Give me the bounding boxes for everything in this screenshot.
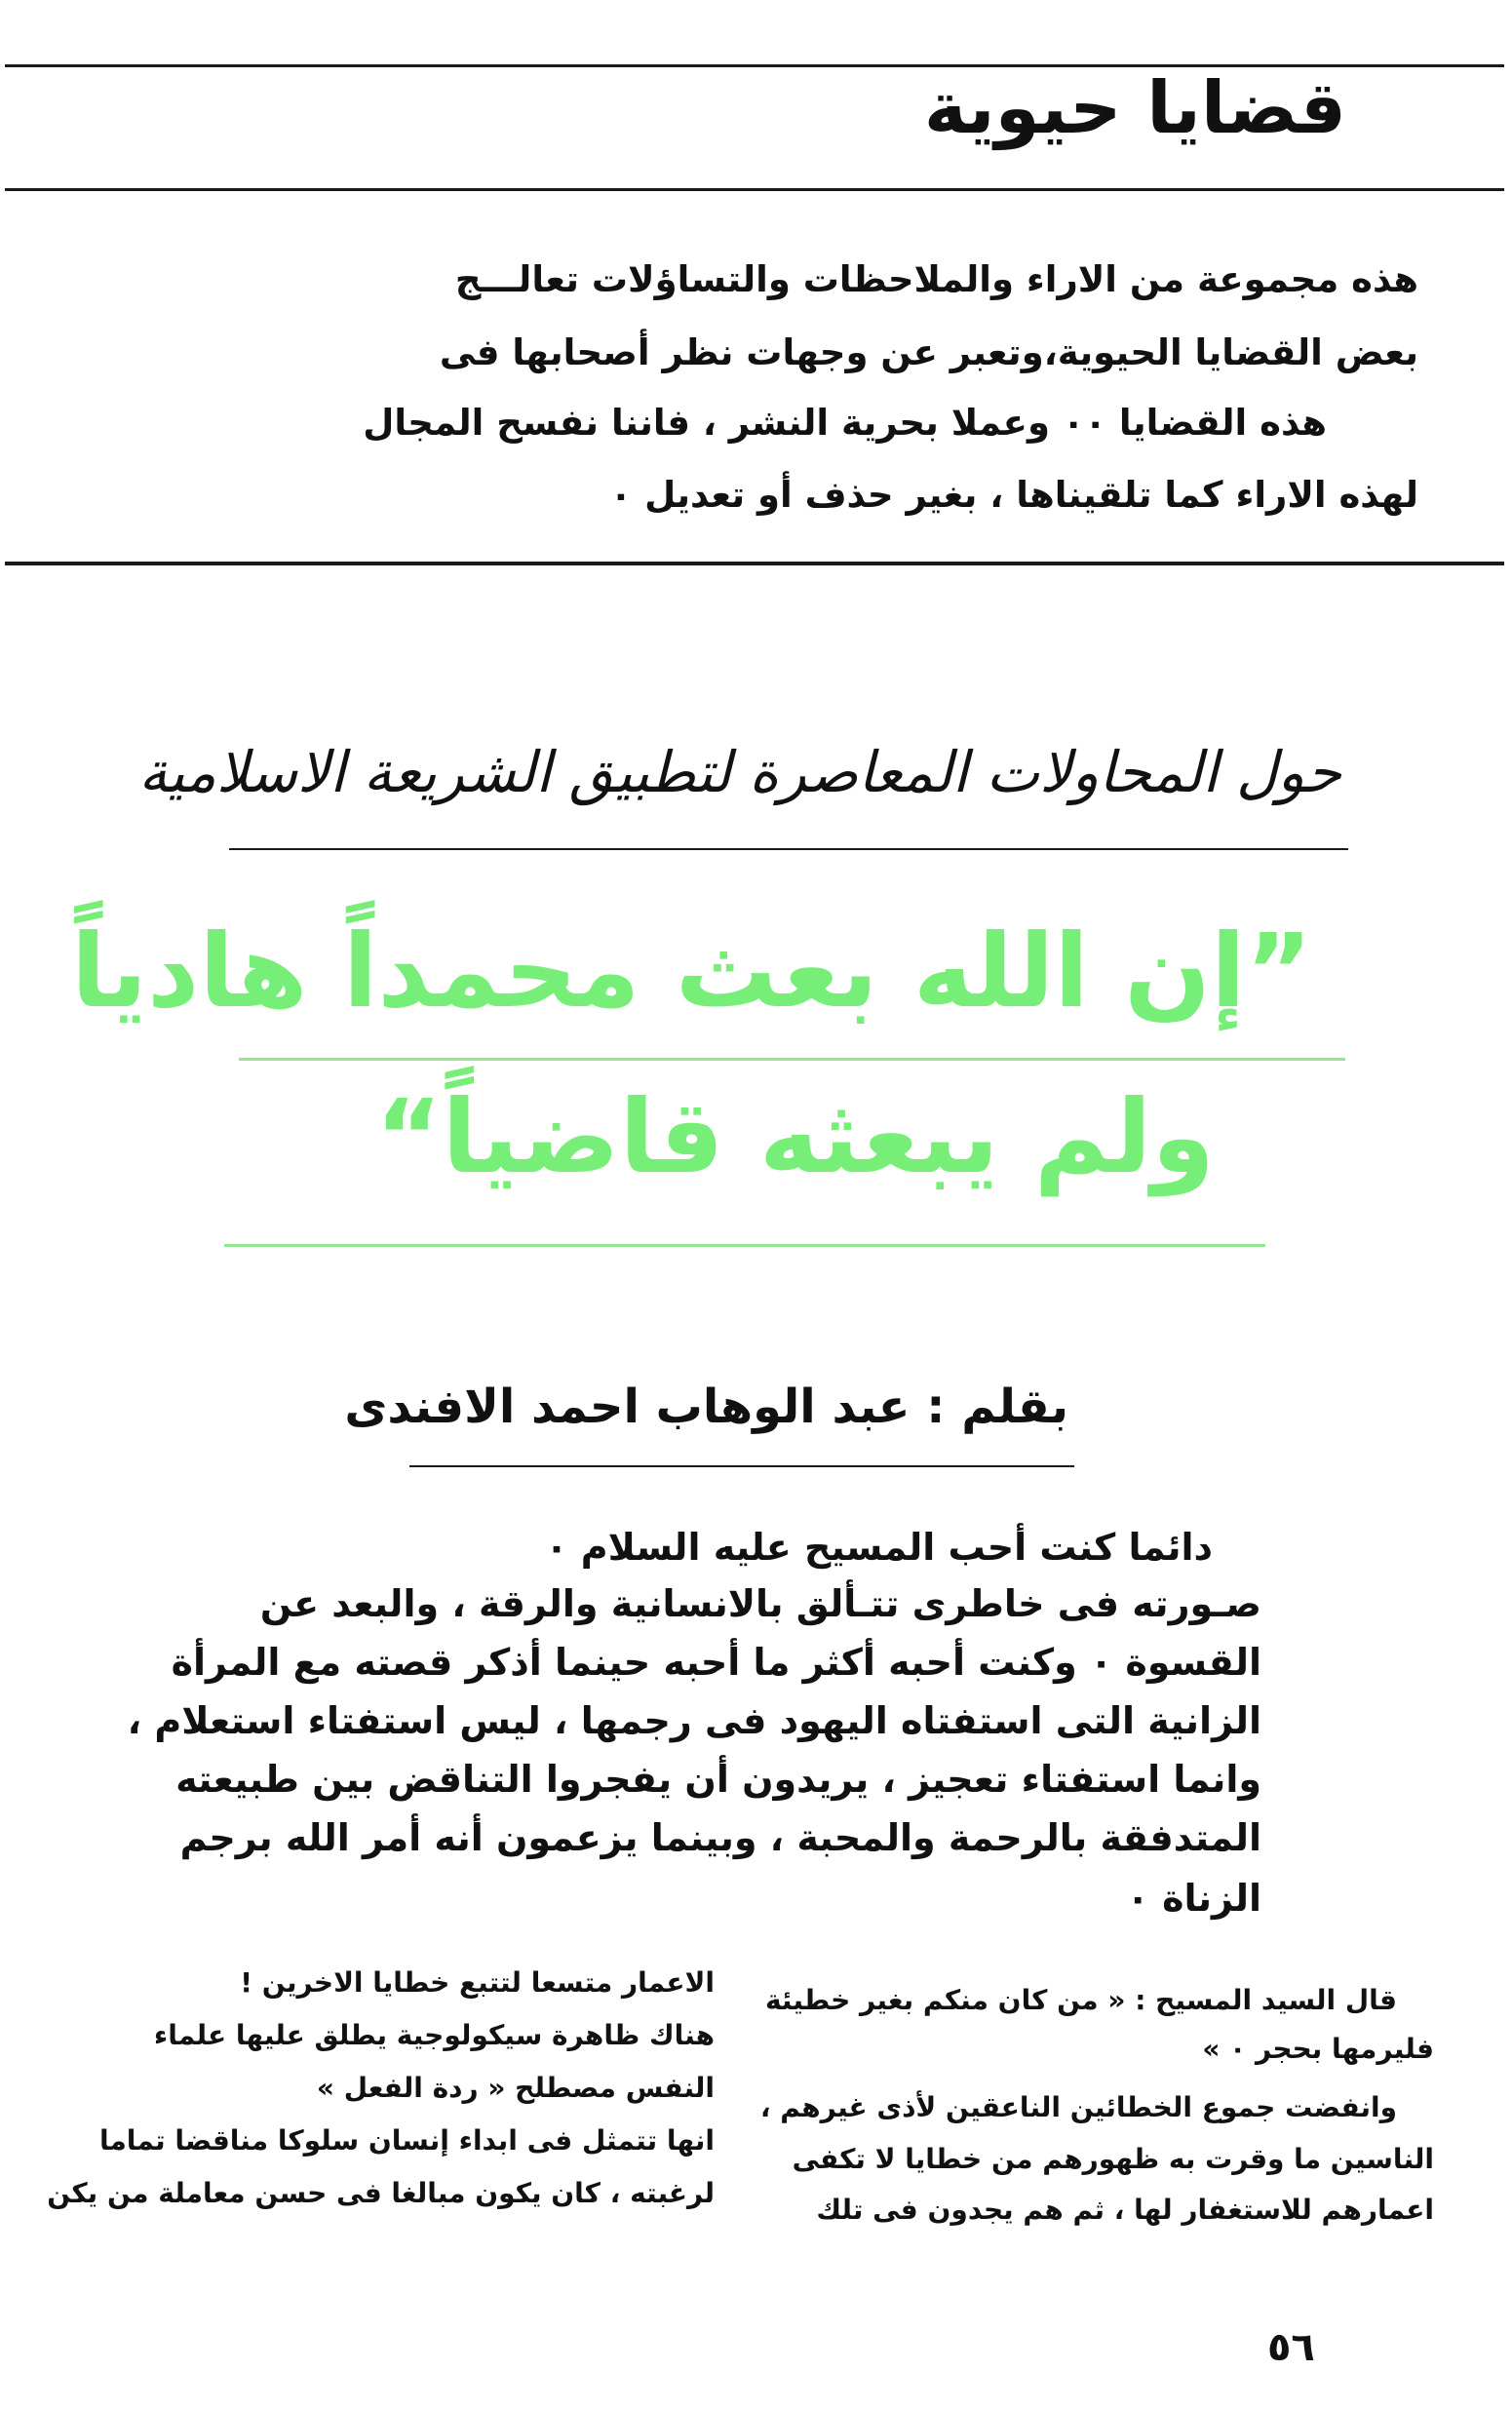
lead-line: صـورته فى خاطرى تتـألق بالانسانية والرقة ، والبعد عن [259, 1582, 1261, 1625]
lead-line: وانما استفتاء تعجيز ، يريدون أن يفجروا التناقض بين طبيعته [175, 1758, 1261, 1801]
lead-line: الزناة ٠ [1126, 1877, 1261, 1920]
header-bottom-rule [5, 188, 1504, 191]
article-subheading: حول المحاولات المعاصرة لتطبيق الشريعة الاسلامية [138, 739, 1341, 805]
lead-line: دائما كنت أحب المسيح عليه السلام ٠ [545, 1526, 1213, 1569]
lead-line: المتدفقة بالرحمة والمحبة ، وبينما يزعمون أنه أمر الله برجم [179, 1816, 1261, 1859]
column-line: النفس مصطلح « ردة الفعل » [316, 2072, 715, 2104]
headline-rule-2 [224, 1244, 1265, 1247]
section-title: قضايا حيوية [923, 66, 1346, 150]
column-line: قال السيد المسيح : « من كان منكم بغير خطيئة [764, 1984, 1397, 2016]
headline-line-1: ”إن الله بعث محمداً هادياً [70, 912, 1312, 1030]
column-line: انها تتمثل فى ابداء إنسان سلوكا مناقضا تماما [98, 2124, 715, 2157]
column-line: لرغبته ، كان يكون مبالغا فى حسن معاملة من يكن [47, 2177, 715, 2209]
intro-line: هذه القضايا ٠٠ وعملا بحرية النشر ، فاننا نفسح المجال [363, 402, 1327, 444]
lead-line: الزانية التى استفتاه اليهود فى رجمها ، ليس استفتاء استعلام ، [127, 1699, 1261, 1742]
column-line: اعمارهم للاستغفار لها ، ثم هم يجدون فى تلك [816, 2194, 1434, 2226]
column-line: الاعمار متسعا لتتبع خطايا الاخرين ! [240, 1966, 715, 1999]
lead-line: القسوة ٠ وكنت أحبه أكثر ما أحبه حينما أذكر قصته مع المرأة [171, 1641, 1261, 1684]
column-line: هناك ظاهرة سيكولوجية يطلق عليها علماء [153, 2019, 715, 2051]
headline-line-2: ولم يبعثه قاضياً“ [375, 1077, 1215, 1196]
byline: بقلم : عبد الوهاب احمد الافندى [344, 1380, 1068, 1434]
intro-line: لهذه الاراء كما تلقيناها ، بغير حذف أو تعديل ٠ [609, 474, 1418, 516]
byline-rule [409, 1465, 1074, 1467]
intro-line: بعض القضايا الحيوية،وتعبر عن وجهات نظر أصحابها فى [439, 331, 1418, 373]
intro-bottom-rule [5, 562, 1504, 565]
subheading-rule [229, 848, 1348, 850]
column-line: فليرمها بحجر ٠ » [1202, 2033, 1434, 2065]
column-line: الناسين ما وقرت به ظهورهم من خطايا لا تكفى [792, 2143, 1434, 2175]
column-line: وانفضت جموع الخطائين الناعقين لأذى غيرهم ، [759, 2091, 1397, 2123]
page-number: ٥٦ [1267, 2325, 1315, 2370]
headline-rule-1 [239, 1058, 1345, 1061]
intro-line: هذه مجموعة من الاراء والملاحظات والتساؤلات تعالـــج [454, 258, 1418, 300]
